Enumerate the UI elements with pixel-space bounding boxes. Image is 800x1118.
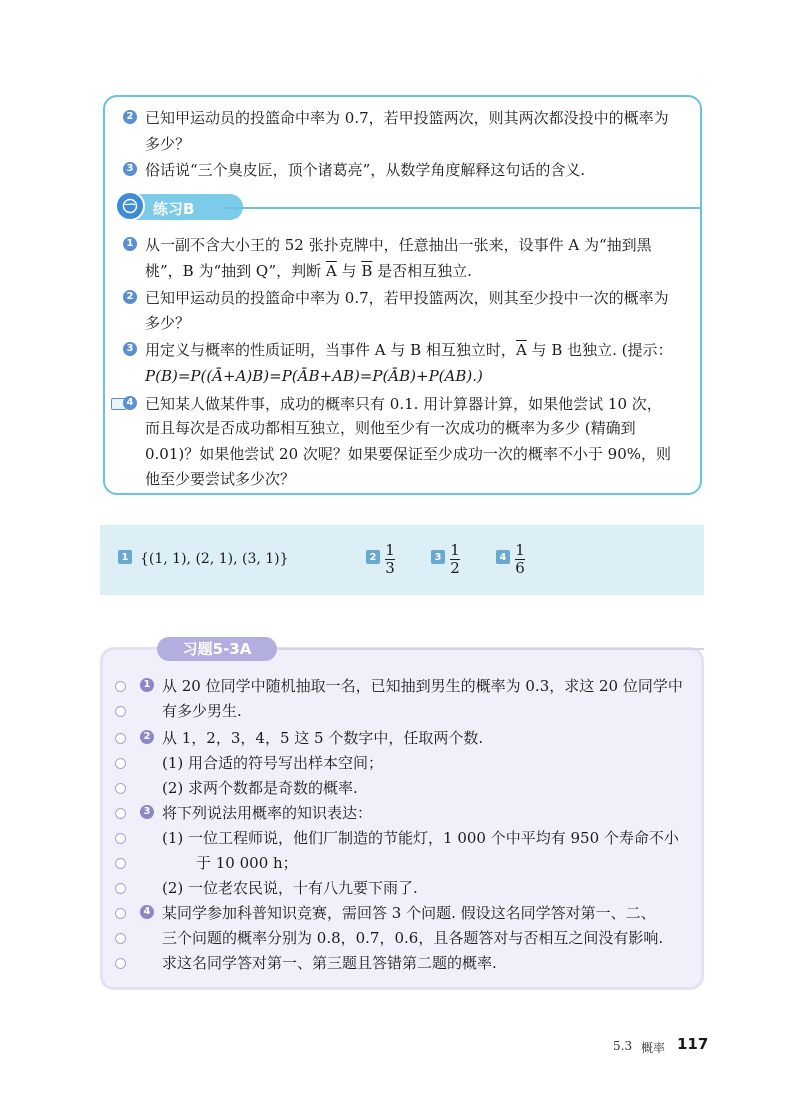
denominator: 6 <box>515 559 525 577</box>
answer-2-fraction <box>385 542 395 577</box>
denominator: 3 <box>385 559 395 577</box>
hint-formula: P(B)=P((Ā+A)B)=P(ĀB+AB)=P(ĀB)+P(AB).) <box>145 367 483 385</box>
section-number: 5.3 <box>613 1039 633 1053</box>
margin-ring <box>115 883 126 894</box>
question-b4 <box>123 393 662 415</box>
number-badge: 3 <box>123 162 137 176</box>
question-a2-cont: 多少？ <box>145 135 191 153</box>
question-text: 俗话说“三个臭皮匠，顶个诸葛亮”，从数学角度解释这句话的含义. <box>145 161 586 179</box>
question-b1-cont <box>145 260 472 282</box>
answer-1 <box>118 551 289 567</box>
margin-ring <box>115 783 126 794</box>
number-badge: 4 <box>496 550 510 564</box>
answer-3-fraction <box>450 542 460 577</box>
question-a3 <box>123 159 585 181</box>
answer-band <box>100 525 704 595</box>
exercise-4-cont: 求这名同学答对第一、第三题且答错第二题的概率. <box>162 954 497 972</box>
question-text: 某同学参加科普知识竞赛，需回答 3 个问题. 假设这名同学答对第一、二、 <box>162 904 656 922</box>
exercise-2-sub2: (2) 求两个数都是奇数的概率. <box>162 779 358 797</box>
exercise-4-cont: 三个问题的概率分别为 0.8，0.7，0.6，且各题答对与否相互之间没有影响. <box>162 929 664 947</box>
section-label: 概率 <box>641 1041 666 1055</box>
text: 是否相互独立. <box>372 262 472 280</box>
number-badge: 4 <box>123 396 137 410</box>
exercise-title: 习题5-3A <box>157 637 277 661</box>
text: 与 <box>336 262 362 280</box>
numerator: 1 <box>450 541 460 559</box>
margin-ring <box>115 706 126 717</box>
number-badge: 3 <box>140 805 154 819</box>
question-b4-cont: 0.01)？如果他尝试 20 次呢？如果要保证至少成功一次的概率不小于 90%，则 <box>145 445 671 463</box>
number-badge: 3 <box>123 342 137 356</box>
exercise-1-cont: 有多少男生. <box>162 702 242 720</box>
denominator: 2 <box>450 559 460 577</box>
question-b1 <box>123 234 652 256</box>
number-badge: 2 <box>123 110 137 124</box>
exercise-3-sub2: (2) 一位老农民说，十有八九要下雨了. <box>162 879 418 897</box>
exercise-2 <box>140 727 483 749</box>
exercise-2-sub1: (1) 用合适的符号写出样本空间； <box>162 754 384 772</box>
exercise-1 <box>140 675 683 697</box>
margin-ring <box>115 758 126 769</box>
question-text: 从 1，2，3，4，5 这 5 个数字中，任取两个数. <box>162 729 484 747</box>
globe-icon <box>115 191 145 221</box>
question-b4-cont: 而且每次是否成功都相互独立，则他至少有一次成功的概率为多少 (精确到 <box>145 419 636 437</box>
number-badge: 1 <box>118 550 132 564</box>
margin-ring <box>115 833 126 844</box>
b-complement: $\overline{B}$ <box>361 262 373 280</box>
margin-ring <box>115 681 126 692</box>
exercise-3-sub1-cont: 于 10 000 h； <box>196 854 298 872</box>
number-badge: 4 <box>140 905 154 919</box>
practice-box <box>103 95 702 495</box>
margin-ring <box>115 808 126 819</box>
question-text: 从一副不含大小王的 52 张扑克牌中，任意抽出一张来，设事件 A 为“抽到黑 <box>145 236 652 254</box>
a-complement: $\overline{A}$ <box>325 262 337 280</box>
margin-ring <box>115 933 126 944</box>
margin-ring <box>115 958 126 969</box>
question-text: 与 B 也独立. (提示： <box>526 341 673 359</box>
question-b2-cont: 多少？ <box>145 314 191 332</box>
divider <box>277 648 704 650</box>
margin-ring <box>115 858 126 869</box>
question-a2 <box>123 107 669 129</box>
a-complement: $\overline{A}$ <box>515 341 527 359</box>
margin-ring <box>115 733 126 744</box>
margin-ring <box>115 908 126 919</box>
number-badge: 1 <box>140 678 154 692</box>
exercise-3 <box>140 802 372 824</box>
number-badge: 3 <box>431 550 445 564</box>
question-b2 <box>123 287 669 309</box>
number-badge: 2 <box>123 290 137 304</box>
practice-b-title: 练习B <box>153 200 195 218</box>
question-b3 <box>123 339 673 361</box>
text: 桃”，B 为“抽到 Q”，判断 <box>145 262 326 280</box>
answer-text: {(1, 1), (2, 1), (3, 1)} <box>140 551 289 567</box>
question-text: 将下列说法用概率的知识表达： <box>162 804 373 822</box>
question-text: 已知甲运动员的投篮命中率为 0.7，若甲投篮两次，则其两次都没投中的概率为 <box>145 109 669 127</box>
question-text: 已知某人做某件事，成功的概率只有 0.1. 用计算器计算，如果他尝试 10 次， <box>145 395 662 413</box>
numerator: 1 <box>515 541 525 559</box>
question-text: 用定义与概率的性质证明，当事件 A 与 B 相互独立时， <box>145 341 516 359</box>
page-number: 117 <box>677 1035 709 1053</box>
answer-4-fraction <box>515 542 525 577</box>
question-b4-cont: 他至少要尝试多少次？ <box>145 470 296 488</box>
question-text: 从 20 位同学中随机抽取一名，已知抽到男生的概率为 0.3，求这 20 位同学中 <box>162 677 683 695</box>
exercise-4 <box>140 902 656 924</box>
number-badge: 1 <box>123 237 137 251</box>
exercise-3-sub1: (1) 一位工程师说，他们厂制造的节能灯，1 000 个中平均有 950 个寿命不小 <box>162 829 679 847</box>
question-text: 已知甲运动员的投篮命中率为 0.7，若甲投篮两次，则其至少投中一次的概率为 <box>145 289 669 307</box>
number-badge: 2 <box>366 550 380 564</box>
divider <box>225 207 700 209</box>
number-badge: 2 <box>140 730 154 744</box>
numerator: 1 <box>385 541 395 559</box>
